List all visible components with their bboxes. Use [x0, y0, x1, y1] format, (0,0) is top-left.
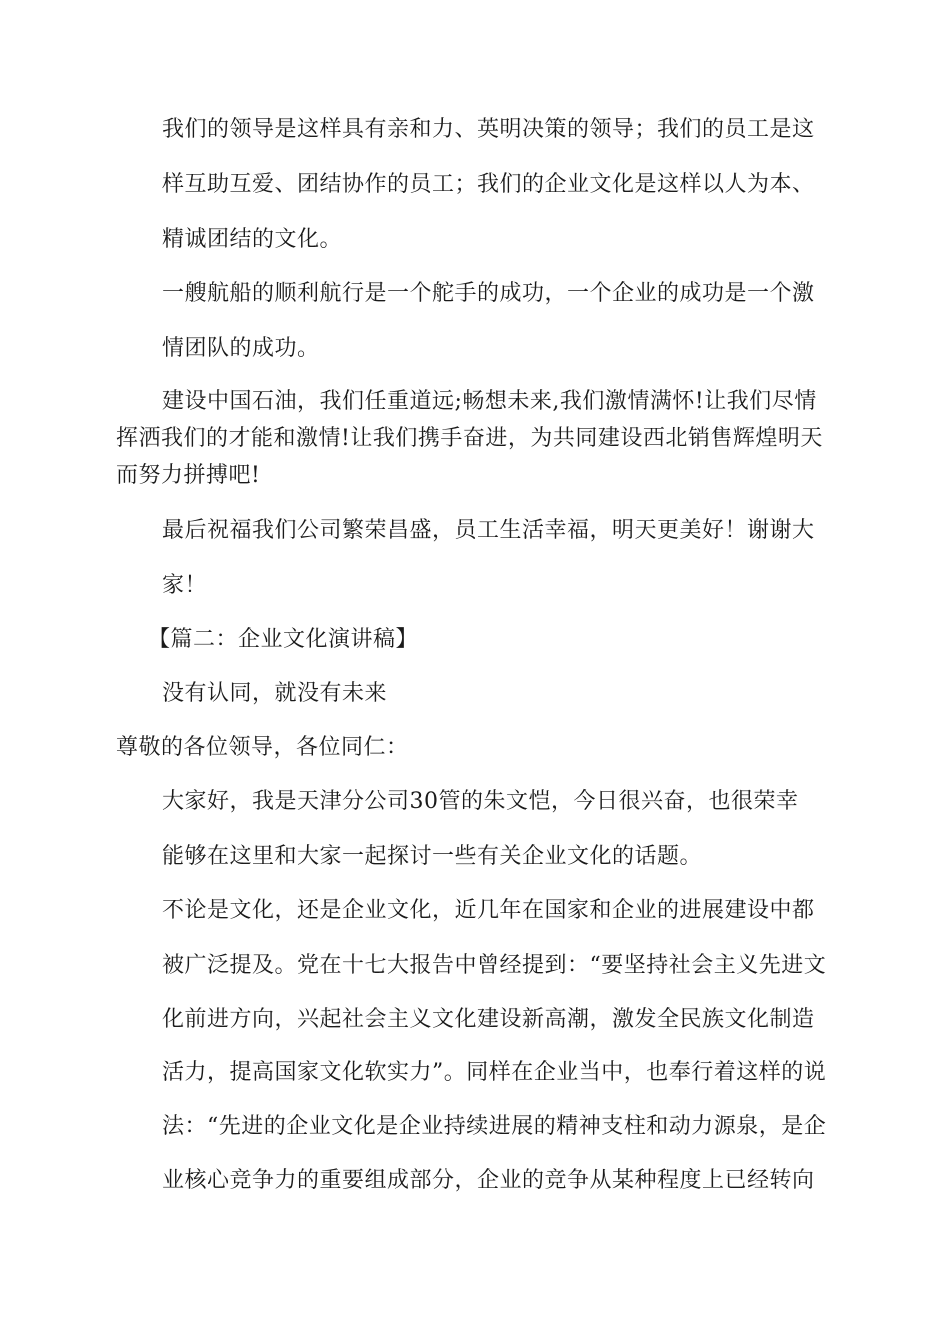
text-line: 精诚团结的文化。 [162, 227, 343, 252]
text-line: 活力，提高国家文化软实力”。同样在企业当中，也奉行着这样的说 [162, 1060, 827, 1085]
section-heading: 【篇二：企业文化演讲稿】 [148, 627, 419, 652]
speech-title: 没有认同，就没有未来 [162, 681, 388, 706]
text-line: 而努力拼搏吧! [116, 463, 261, 488]
text-line: 家！ [162, 573, 208, 598]
text-line: 业核心竞争力的重要组成部分，企业的竞争从某种程度上已经转向 [162, 1168, 815, 1193]
text-line: 建设中国石油，我们任重道远;畅想未来,我们激情满怀!让我们尽情 [162, 389, 817, 414]
text-line: 化前进方向，兴起社会主义文化建设新高潮，激发全民族文化制造 [162, 1007, 815, 1032]
text-line: 情团队的成功。 [162, 336, 320, 361]
text-line: 我们的领导是这样具有亲和力、英明决策的领导；我们的员工是这 [162, 117, 815, 142]
text-line: 法：“先进的企业文化是企业持续进展的精神支柱和动力源泉，是企 [162, 1114, 827, 1139]
text-line: 一艘航船的顺利航行是一个舵手的成功，一个企业的成功是一个激 [162, 281, 815, 306]
text-line: 被广泛提及。党在十七大报告中曾经提到：“要坚持社会主义先进文 [162, 953, 827, 978]
text-line: 挥洒我们的才能和激情!让我们携手奋进，为共同建设西北销售辉煌明天 [116, 426, 823, 451]
text-line: 样互助互爱、团结协作的员工；我们的企业文化是这样以人为本、 [162, 172, 815, 197]
text-line: 最后祝福我们公司繁荣昌盛，员工生活幸福，明天更美好！谢谢大 [162, 518, 815, 543]
salutation: 尊敬的各位领导，各位同仁： [116, 735, 409, 760]
text-line: 大家好，我是天津分公司30管的朱文恺，今日很兴奋，也很荣幸 [162, 789, 799, 814]
text-line: 能够在这里和大家一起探讨一些有关企业文化的话题。 [162, 844, 703, 869]
text-line: 不论是文化，还是企业文化，近几年在国家和企业的进展建设中都 [162, 898, 815, 923]
